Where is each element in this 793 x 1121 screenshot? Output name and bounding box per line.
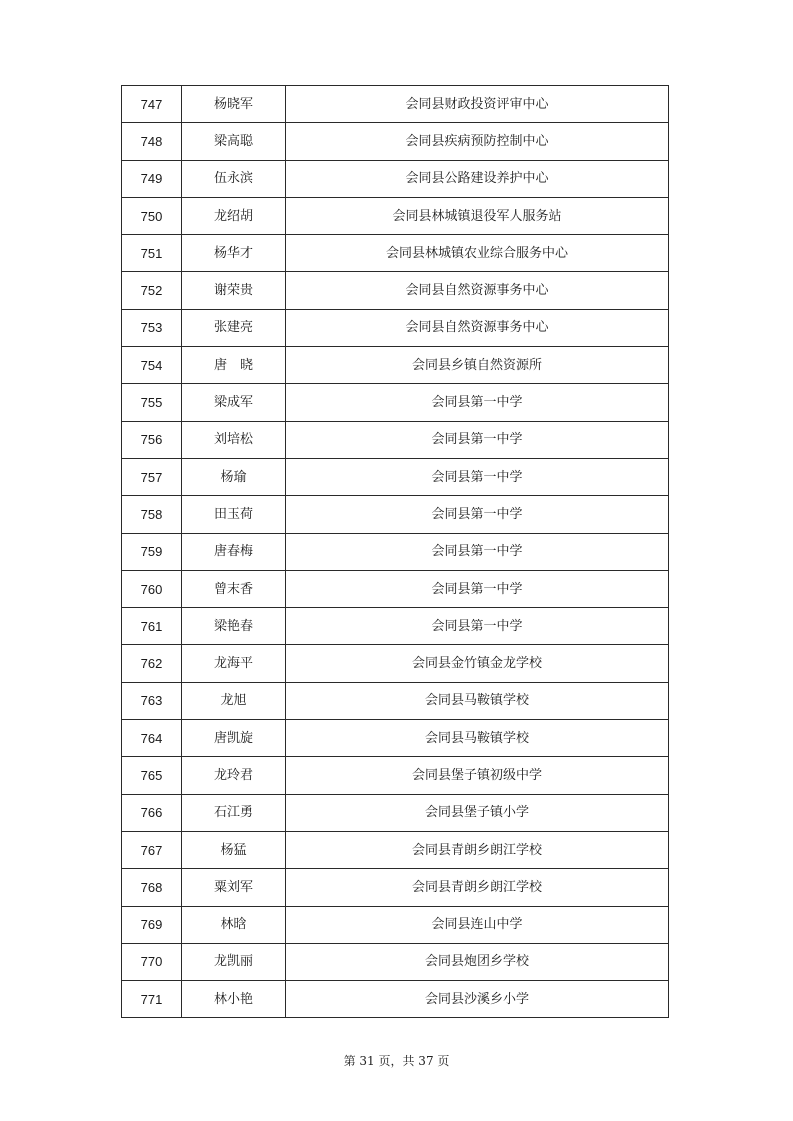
row-number: 754 bbox=[122, 347, 182, 384]
row-number: 755 bbox=[122, 384, 182, 421]
work-unit: 会同县自然资源事务中心 bbox=[286, 272, 669, 309]
row-number: 768 bbox=[122, 869, 182, 906]
work-unit: 会同县疾病预防控制中心 bbox=[286, 123, 669, 160]
work-unit: 会同县乡镇自然资源所 bbox=[286, 347, 669, 384]
table-row bbox=[122, 86, 669, 123]
table-row bbox=[122, 645, 669, 682]
table-row bbox=[122, 123, 669, 160]
row-number: 750 bbox=[122, 197, 182, 234]
row-number: 769 bbox=[122, 906, 182, 943]
work-unit: 会同县林城镇农业综合服务中心 bbox=[286, 235, 669, 272]
row-number: 747 bbox=[122, 86, 182, 123]
person-name: 龙凯丽 bbox=[182, 943, 286, 980]
work-unit: 会同县第一中学 bbox=[286, 496, 669, 533]
person-name: 林小艳 bbox=[182, 981, 286, 1018]
row-number: 764 bbox=[122, 720, 182, 757]
person-name: 杨晓军 bbox=[182, 86, 286, 123]
work-unit: 会同县堡子镇初级中学 bbox=[286, 757, 669, 794]
person-name: 龙海平 bbox=[182, 645, 286, 682]
table-row bbox=[122, 309, 669, 346]
table-row bbox=[122, 608, 669, 645]
person-name: 杨猛 bbox=[182, 831, 286, 868]
table-row bbox=[122, 757, 669, 794]
row-number: 771 bbox=[122, 981, 182, 1018]
work-unit: 会同县第一中学 bbox=[286, 421, 669, 458]
table-row bbox=[122, 906, 669, 943]
table-row bbox=[122, 421, 669, 458]
row-number: 760 bbox=[122, 570, 182, 607]
person-name: 唐春梅 bbox=[182, 533, 286, 570]
table-row bbox=[122, 981, 669, 1018]
table-row bbox=[122, 682, 669, 719]
row-number: 748 bbox=[122, 123, 182, 160]
table-row bbox=[122, 272, 669, 309]
work-unit: 会同县金竹镇金龙学校 bbox=[286, 645, 669, 682]
work-unit: 会同县第一中学 bbox=[286, 608, 669, 645]
table-row bbox=[122, 831, 669, 868]
person-name: 伍永滨 bbox=[182, 160, 286, 197]
table-row bbox=[122, 794, 669, 831]
row-number: 762 bbox=[122, 645, 182, 682]
table-row bbox=[122, 533, 669, 570]
table-row bbox=[122, 496, 669, 533]
table-row bbox=[122, 197, 669, 234]
row-number: 765 bbox=[122, 757, 182, 794]
person-name: 石江勇 bbox=[182, 794, 286, 831]
work-unit: 会同县炮团乡学校 bbox=[286, 943, 669, 980]
work-unit: 会同县青朗乡朗江学校 bbox=[286, 869, 669, 906]
person-name: 林晗 bbox=[182, 906, 286, 943]
row-number: 758 bbox=[122, 496, 182, 533]
table-row bbox=[122, 570, 669, 607]
table-row bbox=[122, 458, 669, 495]
row-number: 757 bbox=[122, 458, 182, 495]
row-number: 766 bbox=[122, 794, 182, 831]
work-unit: 会同县公路建设养护中心 bbox=[286, 160, 669, 197]
work-unit: 会同县财政投资评审中心 bbox=[286, 86, 669, 123]
work-unit: 会同县自然资源事务中心 bbox=[286, 309, 669, 346]
person-name: 梁高聪 bbox=[182, 123, 286, 160]
person-name: 唐凯旋 bbox=[182, 720, 286, 757]
page-footer: 第 31 页，共 37 页 bbox=[343, 1054, 450, 1068]
work-unit: 会同县马鞍镇学校 bbox=[286, 682, 669, 719]
work-unit: 会同县连山中学 bbox=[286, 906, 669, 943]
row-number: 763 bbox=[122, 682, 182, 719]
work-unit: 会同县第一中学 bbox=[286, 533, 669, 570]
table-row bbox=[122, 384, 669, 421]
work-unit: 会同县沙溪乡小学 bbox=[286, 981, 669, 1018]
person-name: 龙旭 bbox=[182, 682, 286, 719]
work-unit: 会同县第一中学 bbox=[286, 570, 669, 607]
table-row bbox=[122, 347, 669, 384]
roster-table bbox=[121, 85, 669, 1018]
row-number: 751 bbox=[122, 235, 182, 272]
work-unit: 会同县马鞍镇学校 bbox=[286, 720, 669, 757]
person-name: 田玉荷 bbox=[182, 496, 286, 533]
work-unit: 会同县青朗乡朗江学校 bbox=[286, 831, 669, 868]
work-unit: 会同县第一中学 bbox=[286, 458, 669, 495]
person-name: 梁成军 bbox=[182, 384, 286, 421]
work-unit: 会同县第一中学 bbox=[286, 384, 669, 421]
row-number: 756 bbox=[122, 421, 182, 458]
row-number: 749 bbox=[122, 160, 182, 197]
person-name: 龙玲君 bbox=[182, 757, 286, 794]
row-number: 770 bbox=[122, 943, 182, 980]
work-unit: 会同县林城镇退役军人服务站 bbox=[286, 197, 669, 234]
row-number: 759 bbox=[122, 533, 182, 570]
row-number: 767 bbox=[122, 831, 182, 868]
roster-body bbox=[122, 86, 669, 1018]
row-number: 753 bbox=[122, 309, 182, 346]
table-row bbox=[122, 943, 669, 980]
person-name: 龙绍胡 bbox=[182, 197, 286, 234]
row-number: 752 bbox=[122, 272, 182, 309]
table-row bbox=[122, 869, 669, 906]
table-row bbox=[122, 160, 669, 197]
person-name: 谢荣贵 bbox=[182, 272, 286, 309]
person-name: 曾末香 bbox=[182, 570, 286, 607]
person-name: 粟刘军 bbox=[182, 869, 286, 906]
table-row bbox=[122, 235, 669, 272]
person-name: 杨瑜 bbox=[182, 458, 286, 495]
work-unit: 会同县堡子镇小学 bbox=[286, 794, 669, 831]
table-row bbox=[122, 720, 669, 757]
person-name: 张建亮 bbox=[182, 309, 286, 346]
person-name: 唐 晓 bbox=[182, 347, 286, 384]
person-name: 梁艳春 bbox=[182, 608, 286, 645]
row-number: 761 bbox=[122, 608, 182, 645]
person-name: 刘培松 bbox=[182, 421, 286, 458]
person-name: 杨华才 bbox=[182, 235, 286, 272]
